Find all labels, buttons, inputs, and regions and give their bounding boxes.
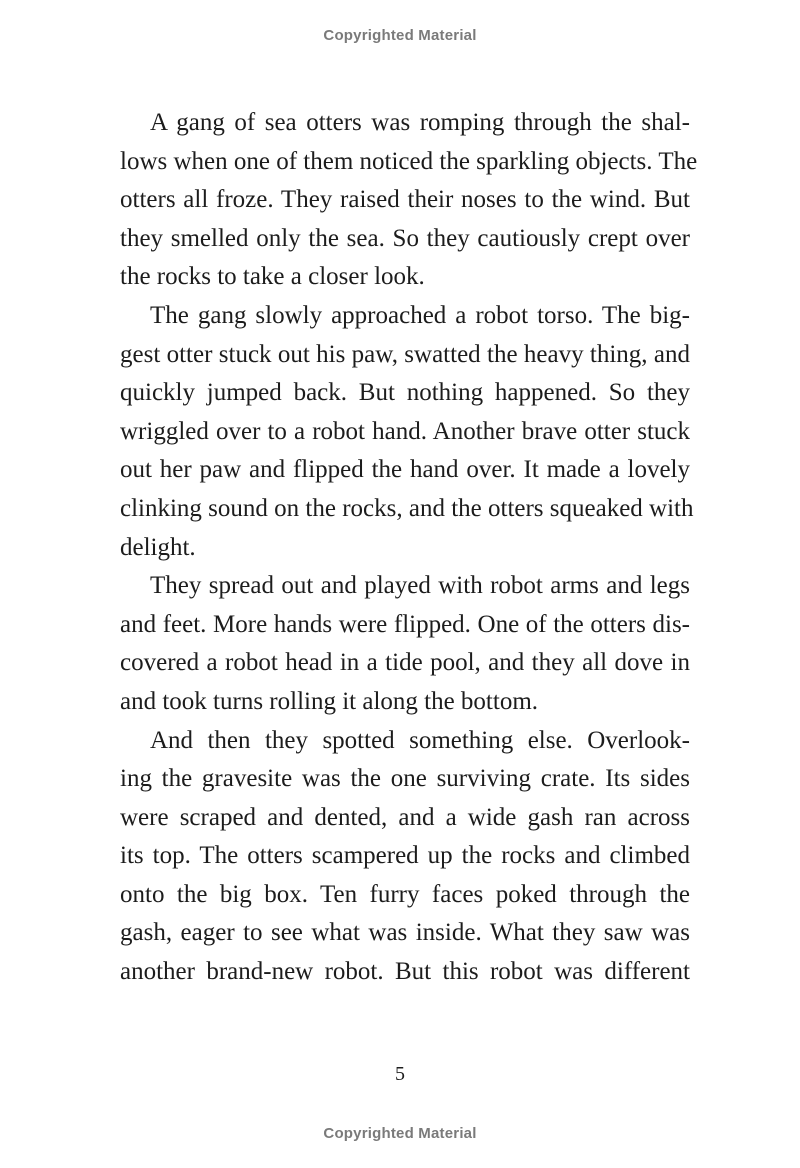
text-line: and took turns rolling it along the bottom. [120, 687, 539, 715]
text-line: were scraped and dented, and a wide gash ran across [120, 803, 690, 831]
text-line: clinking sound on the rocks, and the otters squeaked with [120, 494, 694, 522]
text-line: out her paw and flipped the hand over. It made a lovely [120, 456, 690, 484]
text-line: the rocks to take a closer look. [120, 263, 425, 291]
text-line: wriggled over to a robot hand. Another brave otter stuck [120, 417, 690, 445]
text-line: A gang of sea otters was romping through the shal- [150, 109, 690, 136]
paragraph-2 [90, 297, 694, 567]
paragraph-4 [90, 722, 690, 992]
copyright-watermark-bottom: Copyrighted Material [323, 1125, 477, 1142]
text-line: They spread out and played with robot arms and legs [150, 572, 690, 600]
text-line: The gang slowly approached a robot torso. The big- [150, 301, 690, 329]
text-line: lows when one of them noticed the sparkling objects. The [120, 147, 698, 175]
paragraph-1 [90, 104, 698, 297]
text-line: onto the big box. Ten furry faces poked through the [120, 880, 690, 908]
body-text [90, 104, 698, 992]
paragraph-3 [90, 567, 690, 721]
text-line: And then they spotted something else. Overlook- [150, 726, 690, 754]
text-line: gash, eager to see what was inside. What they saw was [120, 919, 690, 947]
text-line: another brand-new robot. But this robot was different [120, 958, 690, 986]
text-line: covered a robot head in a tide pool, and they all dove in [120, 649, 690, 677]
text-line: and feet. More hands were flipped. One of the otters dis- [120, 610, 690, 638]
text-line: otters all froze. They raised their noses to the wind. But [120, 186, 690, 214]
text-line: delight. [120, 533, 196, 561]
text-line: gest otter stuck out his paw, swatted the heavy thing, and [120, 340, 690, 368]
text-line: its top. The otters scampered up the rocks and climbed [120, 842, 690, 870]
text-line: quickly jumped back. But nothing happened. So they [120, 379, 690, 407]
text-line: ing the gravesite was the one surviving crate. Its sides [120, 765, 690, 793]
page-number: 5 [395, 1063, 405, 1085]
copyright-watermark-top: Copyrighted Material [323, 27, 477, 44]
text-line: they smelled only the sea. So they cautiously crept over [120, 224, 690, 252]
